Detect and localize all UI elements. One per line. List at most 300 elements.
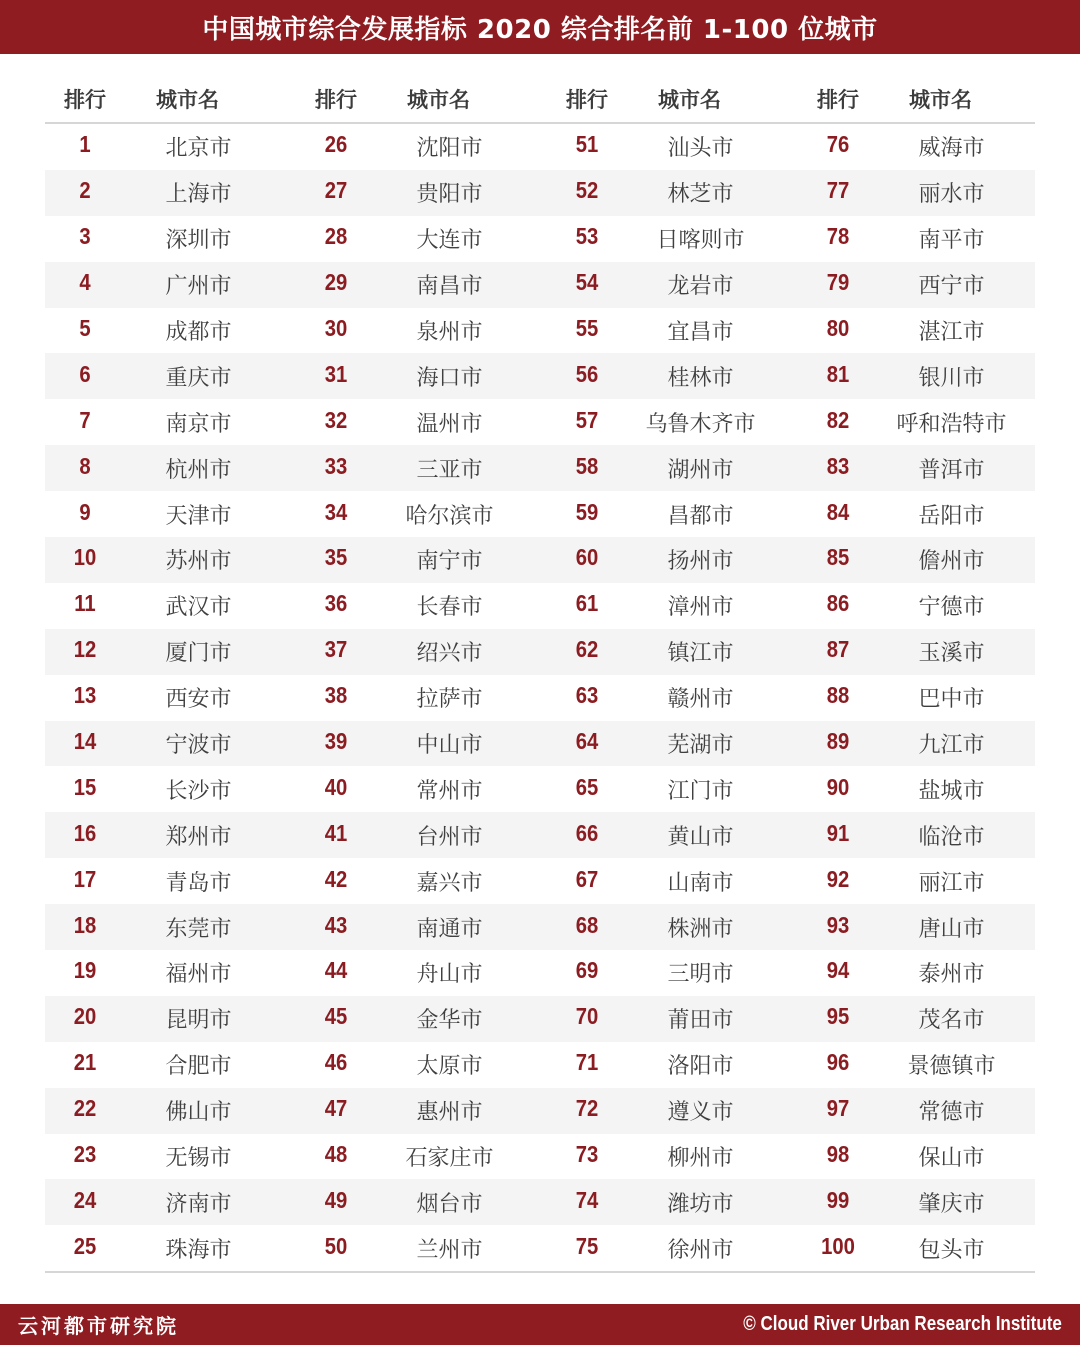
city-name: 唐山市 xyxy=(918,916,985,942)
city-name: 舟山市 xyxy=(416,962,483,988)
rank-number: 3 xyxy=(79,223,91,250)
table-header-row xyxy=(45,76,1035,124)
rank-cell-group xyxy=(45,315,296,346)
rank-cell-group xyxy=(296,774,547,805)
rank-number: 96 xyxy=(826,1049,850,1076)
rank-cell-group xyxy=(547,728,798,759)
rank-number: 17 xyxy=(73,865,97,892)
rank-cell-group xyxy=(45,957,296,988)
city-name: 烟台市 xyxy=(416,1191,483,1217)
city-name: 拉萨市 xyxy=(416,687,483,713)
rank-number: 44 xyxy=(324,957,348,984)
city-name: 长春市 xyxy=(416,595,483,621)
column-header-rank: 排行 xyxy=(64,88,106,112)
rank-cell-group xyxy=(45,820,296,851)
rank-cell-group xyxy=(798,315,1049,346)
rank-number: 14 xyxy=(73,728,97,755)
city-name: 重庆市 xyxy=(165,365,232,391)
city-name: 中山市 xyxy=(416,733,483,759)
city-name: 石家庄市 xyxy=(405,1146,494,1172)
city-name: 苏州市 xyxy=(165,549,232,575)
rank-number: 79 xyxy=(826,269,850,296)
rank-number: 90 xyxy=(826,773,850,800)
rank-cell-group xyxy=(45,728,296,759)
rank-cell-group xyxy=(798,957,1049,988)
rank-cell-group xyxy=(45,682,296,713)
rank-cell-group xyxy=(296,1095,547,1126)
rank-cell-group xyxy=(547,912,798,943)
rank-cell-group xyxy=(296,957,547,988)
city-name: 太原市 xyxy=(416,1054,483,1080)
rank-number: 28 xyxy=(324,223,348,250)
city-name: 保山市 xyxy=(918,1146,985,1172)
rank-number: 83 xyxy=(826,452,850,479)
rank-number: 46 xyxy=(324,1049,348,1076)
city-name: 景德镇市 xyxy=(907,1054,996,1080)
rank-cell-group xyxy=(547,1095,798,1126)
rank-number: 94 xyxy=(826,957,850,984)
rank-cell-group xyxy=(798,269,1049,300)
city-name: 昆明市 xyxy=(165,1008,232,1034)
city-name: 常德市 xyxy=(918,1100,985,1126)
table-row xyxy=(45,353,1035,399)
rank-number: 19 xyxy=(73,957,97,984)
city-name: 桂林市 xyxy=(667,365,734,391)
city-name: 海口市 xyxy=(416,365,483,391)
table-row xyxy=(45,629,1035,675)
rank-cell-group xyxy=(296,636,547,667)
city-name: 龙岩市 xyxy=(667,274,734,300)
rank-cell-group xyxy=(45,1003,296,1034)
city-name: 柳州市 xyxy=(667,1146,734,1172)
rank-cell-group xyxy=(45,407,296,438)
table-row xyxy=(45,950,1035,996)
city-name: 厦门市 xyxy=(165,641,232,667)
rank-cell-group xyxy=(547,1233,798,1264)
city-name: 玉溪市 xyxy=(918,641,985,667)
header-group-1 xyxy=(45,84,296,114)
rank-number: 9 xyxy=(79,498,91,525)
table-row xyxy=(45,216,1035,262)
rank-number: 53 xyxy=(575,223,599,250)
rank-number: 51 xyxy=(575,131,599,158)
rank-cell-group xyxy=(296,453,547,484)
city-name: 宜昌市 xyxy=(667,320,734,345)
rank-cell-group xyxy=(798,499,1049,530)
rank-number: 58 xyxy=(575,452,599,479)
table-row xyxy=(45,1134,1035,1180)
rank-number: 18 xyxy=(73,911,97,938)
rank-number: 5 xyxy=(79,315,91,341)
rank-number: 78 xyxy=(826,223,850,250)
rank-cell-group xyxy=(798,177,1049,208)
rank-number: 34 xyxy=(324,498,348,525)
rank-cell-group xyxy=(296,361,547,392)
column-header-rank: 排行 xyxy=(566,88,608,112)
city-name: 西安市 xyxy=(165,687,232,713)
rank-number: 42 xyxy=(324,865,348,892)
city-name: 南宁市 xyxy=(416,549,483,575)
rank-cell-group xyxy=(547,361,798,392)
rank-number: 91 xyxy=(826,819,850,846)
city-name: 黄山市 xyxy=(667,824,734,850)
rank-number: 98 xyxy=(826,1141,850,1168)
rank-number: 40 xyxy=(324,773,348,800)
rank-number: 92 xyxy=(826,865,850,892)
table-bottom-divider xyxy=(45,1271,1035,1273)
rank-number: 25 xyxy=(73,1232,97,1259)
table-row xyxy=(45,858,1035,904)
rank-cell-group xyxy=(45,269,296,300)
city-name: 洛阳市 xyxy=(667,1054,734,1080)
rank-number: 88 xyxy=(826,682,850,709)
rank-cell-group xyxy=(547,957,798,988)
city-name: 无锡市 xyxy=(165,1146,232,1172)
rank-cell-group xyxy=(547,1187,798,1218)
city-name: 济南市 xyxy=(165,1191,232,1217)
rank-cell-group xyxy=(296,728,547,759)
rank-number: 69 xyxy=(575,957,599,984)
rank-number: 1 xyxy=(79,131,91,158)
rank-number: 2 xyxy=(79,177,91,204)
column-header-city: 城市名 xyxy=(658,88,721,112)
rank-number: 76 xyxy=(826,131,850,158)
rank-number: 100 xyxy=(821,1232,855,1259)
city-name: 丽江市 xyxy=(918,870,985,896)
table-row xyxy=(45,124,1035,170)
rank-number: 41 xyxy=(324,819,348,846)
rank-number: 65 xyxy=(575,773,599,800)
rank-number: 80 xyxy=(826,315,850,341)
rank-cell-group xyxy=(798,636,1049,667)
rank-number: 81 xyxy=(826,360,850,387)
rank-cell-group xyxy=(45,636,296,667)
rank-number: 37 xyxy=(324,636,348,663)
city-name: 潍坊市 xyxy=(667,1191,734,1217)
rank-number: 62 xyxy=(575,636,599,663)
table-row xyxy=(45,491,1035,537)
rank-number: 23 xyxy=(73,1141,97,1168)
rank-cell-group xyxy=(798,131,1049,162)
city-name: 湖州市 xyxy=(667,457,734,483)
city-name: 宁德市 xyxy=(918,595,985,621)
column-header-city: 城市名 xyxy=(407,88,470,112)
rank-number: 22 xyxy=(73,1095,97,1122)
table-row xyxy=(45,583,1035,629)
institute-name-cn: 云河都市研究院 xyxy=(18,1314,179,1338)
rank-cell-group xyxy=(798,453,1049,484)
city-name: 上海市 xyxy=(165,182,232,208)
city-name: 芜湖市 xyxy=(667,733,734,759)
column-header-rank: 排行 xyxy=(315,88,357,112)
city-name: 常州市 xyxy=(416,778,483,804)
city-name: 漳州市 xyxy=(667,595,734,621)
city-name: 包头市 xyxy=(918,1237,985,1263)
city-name: 惠州市 xyxy=(416,1100,483,1126)
table-row xyxy=(45,537,1035,583)
column-header-city: 城市名 xyxy=(156,88,219,112)
city-name: 杭州市 xyxy=(165,457,232,483)
rank-cell-group xyxy=(45,866,296,897)
rank-cell-group xyxy=(547,774,798,805)
city-name: 儋州市 xyxy=(918,549,985,575)
rank-cell-group xyxy=(45,912,296,943)
rank-number: 60 xyxy=(575,544,599,571)
city-name: 莆田市 xyxy=(667,1008,734,1034)
rank-cell-group xyxy=(547,1003,798,1034)
rank-number: 59 xyxy=(575,498,599,525)
rank-number: 63 xyxy=(575,682,599,709)
city-name: 呼和浩特市 xyxy=(896,411,1007,437)
rank-number: 87 xyxy=(826,636,850,663)
rank-number: 72 xyxy=(575,1095,599,1122)
city-name: 天津市 xyxy=(165,503,232,529)
table-row xyxy=(45,675,1035,721)
city-name: 泉州市 xyxy=(416,320,483,345)
rank-number: 71 xyxy=(575,1049,599,1076)
city-name: 武汉市 xyxy=(165,595,232,621)
rank-number: 48 xyxy=(324,1141,348,1168)
rank-cell-group xyxy=(798,544,1049,575)
rank-cell-group xyxy=(798,682,1049,713)
city-name: 深圳市 xyxy=(165,228,232,254)
table-row xyxy=(45,308,1035,354)
rank-number: 4 xyxy=(79,269,91,296)
city-name: 南通市 xyxy=(416,916,483,942)
rank-cell-group xyxy=(798,407,1049,438)
city-name: 普洱市 xyxy=(918,457,985,483)
rank-number: 68 xyxy=(575,911,599,938)
city-name: 茂名市 xyxy=(918,1008,985,1034)
rank-cell-group xyxy=(547,1141,798,1172)
ranking-table xyxy=(45,76,1035,1273)
rank-number: 49 xyxy=(324,1186,348,1213)
table-row xyxy=(45,1042,1035,1088)
rank-number: 10 xyxy=(73,544,97,571)
rank-number: 27 xyxy=(324,177,348,204)
city-name: 嘉兴市 xyxy=(416,870,483,896)
rank-cell-group xyxy=(296,590,547,621)
rank-number: 93 xyxy=(826,911,850,938)
rank-cell-group xyxy=(296,544,547,575)
table-row xyxy=(45,904,1035,950)
city-name: 三亚市 xyxy=(416,457,483,483)
city-name: 扬州市 xyxy=(667,549,734,575)
city-name: 台州市 xyxy=(416,824,483,850)
rank-cell-group xyxy=(296,866,547,897)
rank-cell-group xyxy=(45,1095,296,1126)
rank-cell-group xyxy=(547,636,798,667)
rank-cell-group xyxy=(798,1233,1049,1264)
city-name: 金华市 xyxy=(416,1008,483,1034)
rank-cell-group xyxy=(296,177,547,208)
rank-cell-group xyxy=(798,728,1049,759)
city-name: 林芝市 xyxy=(667,182,734,208)
rank-cell-group xyxy=(296,269,547,300)
rank-number: 35 xyxy=(324,544,348,571)
rank-number: 61 xyxy=(575,590,599,617)
rank-cell-group xyxy=(798,1003,1049,1034)
rank-cell-group xyxy=(798,1049,1049,1080)
rank-cell-group xyxy=(296,315,547,346)
rank-cell-group xyxy=(296,407,547,438)
rank-cell-group xyxy=(798,820,1049,851)
city-name: 南平市 xyxy=(918,228,985,254)
city-name: 株洲市 xyxy=(667,916,734,942)
rank-cell-group xyxy=(547,682,798,713)
city-name: 广州市 xyxy=(165,274,232,300)
rank-cell-group xyxy=(547,223,798,254)
table-row xyxy=(45,812,1035,858)
rank-cell-group xyxy=(547,269,798,300)
rank-number: 70 xyxy=(575,1003,599,1030)
rank-number: 82 xyxy=(826,406,850,433)
table-body xyxy=(45,124,1035,1271)
rank-number: 67 xyxy=(575,865,599,892)
city-name: 山南市 xyxy=(667,870,734,896)
rank-number: 45 xyxy=(324,1003,348,1030)
city-name: 南京市 xyxy=(165,411,232,437)
rank-number: 73 xyxy=(575,1141,599,1168)
rank-cell-group xyxy=(547,1049,798,1080)
rank-number: 66 xyxy=(575,819,599,846)
rank-number: 75 xyxy=(575,1232,599,1259)
table-row xyxy=(45,445,1035,491)
rank-number: 38 xyxy=(324,682,348,709)
rank-cell-group xyxy=(296,1141,547,1172)
city-name: 宁波市 xyxy=(165,733,232,759)
rank-cell-group xyxy=(547,131,798,162)
rank-cell-group xyxy=(45,544,296,575)
rank-cell-group xyxy=(45,1233,296,1264)
city-name: 昌都市 xyxy=(667,503,734,529)
rank-cell-group xyxy=(45,499,296,530)
city-name: 威海市 xyxy=(918,136,985,162)
city-name: 三明市 xyxy=(667,962,734,988)
table-row xyxy=(45,262,1035,308)
rank-cell-group xyxy=(45,177,296,208)
rank-number: 85 xyxy=(826,544,850,571)
city-name: 青岛市 xyxy=(165,870,232,896)
column-header-rank: 排行 xyxy=(817,88,859,112)
rank-cell-group xyxy=(45,131,296,162)
city-name: 温州市 xyxy=(416,411,483,437)
city-name: 日喀则市 xyxy=(656,228,745,254)
rank-cell-group xyxy=(296,820,547,851)
rank-cell-group xyxy=(547,590,798,621)
rank-number: 8 xyxy=(79,452,91,479)
rank-cell-group xyxy=(798,1187,1049,1218)
city-name: 镇江市 xyxy=(667,641,734,667)
rank-number: 56 xyxy=(575,360,599,387)
rank-cell-group xyxy=(296,1187,547,1218)
rank-number: 54 xyxy=(575,269,599,296)
table-row xyxy=(45,399,1035,445)
rank-number: 12 xyxy=(73,636,97,663)
rank-number: 32 xyxy=(324,406,348,433)
rank-cell-group xyxy=(296,131,547,162)
city-name: 九江市 xyxy=(918,733,985,759)
rank-cell-group xyxy=(45,361,296,392)
column-header-city: 城市名 xyxy=(909,88,972,112)
city-name: 哈尔滨市 xyxy=(405,503,494,529)
rank-number: 74 xyxy=(575,1186,599,1213)
city-name: 兰州市 xyxy=(416,1237,483,1263)
rank-cell-group xyxy=(296,223,547,254)
rank-number: 13 xyxy=(73,682,97,709)
rank-number: 99 xyxy=(826,1186,850,1213)
city-name: 佛山市 xyxy=(165,1100,232,1126)
rank-cell-group xyxy=(45,774,296,805)
city-name: 成都市 xyxy=(165,320,232,345)
city-name: 贵阳市 xyxy=(416,182,483,208)
rank-cell-group xyxy=(798,774,1049,805)
rank-cell-group xyxy=(798,866,1049,897)
footer-banner xyxy=(0,1304,1080,1345)
rank-number: 77 xyxy=(826,177,850,204)
header-group-4 xyxy=(798,84,1049,114)
header-group-3 xyxy=(547,84,798,114)
rank-cell-group xyxy=(547,315,798,346)
city-name: 北京市 xyxy=(165,136,232,162)
rank-cell-group xyxy=(296,682,547,713)
city-name: 泰州市 xyxy=(918,962,985,988)
rank-number: 97 xyxy=(826,1095,850,1122)
city-name: 盐城市 xyxy=(918,778,985,804)
table-row xyxy=(45,1179,1035,1225)
rank-cell-group xyxy=(798,912,1049,943)
rank-cell-group xyxy=(45,223,296,254)
rank-number: 15 xyxy=(73,773,97,800)
city-name: 珠海市 xyxy=(165,1237,232,1263)
city-name: 南昌市 xyxy=(416,274,483,300)
rank-number: 31 xyxy=(324,360,348,387)
city-name: 湛江市 xyxy=(918,320,985,345)
rank-number: 84 xyxy=(826,498,850,525)
rank-number: 64 xyxy=(575,728,599,755)
rank-cell-group xyxy=(45,1141,296,1172)
rank-number: 20 xyxy=(73,1003,97,1030)
rank-number: 55 xyxy=(575,315,599,341)
city-name: 临沧市 xyxy=(918,824,985,850)
page-title: 中国城市综合发展指标 2020 综合排名前 1-100 位城市 xyxy=(202,14,878,45)
rank-number: 39 xyxy=(324,728,348,755)
rank-cell-group xyxy=(296,912,547,943)
rank-cell-group xyxy=(45,590,296,621)
rank-number: 95 xyxy=(826,1003,850,1030)
table-row xyxy=(45,1225,1035,1271)
rank-cell-group xyxy=(798,1141,1049,1172)
city-name: 遵义市 xyxy=(667,1100,734,1126)
city-name: 赣州市 xyxy=(667,687,734,713)
city-name: 沈阳市 xyxy=(416,136,483,162)
rank-number: 26 xyxy=(324,131,348,158)
rank-cell-group xyxy=(547,453,798,484)
rank-number: 43 xyxy=(324,911,348,938)
city-name: 福州市 xyxy=(165,962,232,988)
rank-number: 36 xyxy=(324,590,348,617)
table-row xyxy=(45,996,1035,1042)
rank-cell-group xyxy=(798,223,1049,254)
rank-cell-group xyxy=(45,1049,296,1080)
rank-number: 47 xyxy=(324,1095,348,1122)
city-name: 郑州市 xyxy=(165,824,232,850)
rank-number: 24 xyxy=(73,1186,97,1213)
rank-cell-group xyxy=(547,866,798,897)
rank-number: 11 xyxy=(74,590,96,617)
rank-cell-group xyxy=(296,499,547,530)
rank-cell-group xyxy=(547,820,798,851)
